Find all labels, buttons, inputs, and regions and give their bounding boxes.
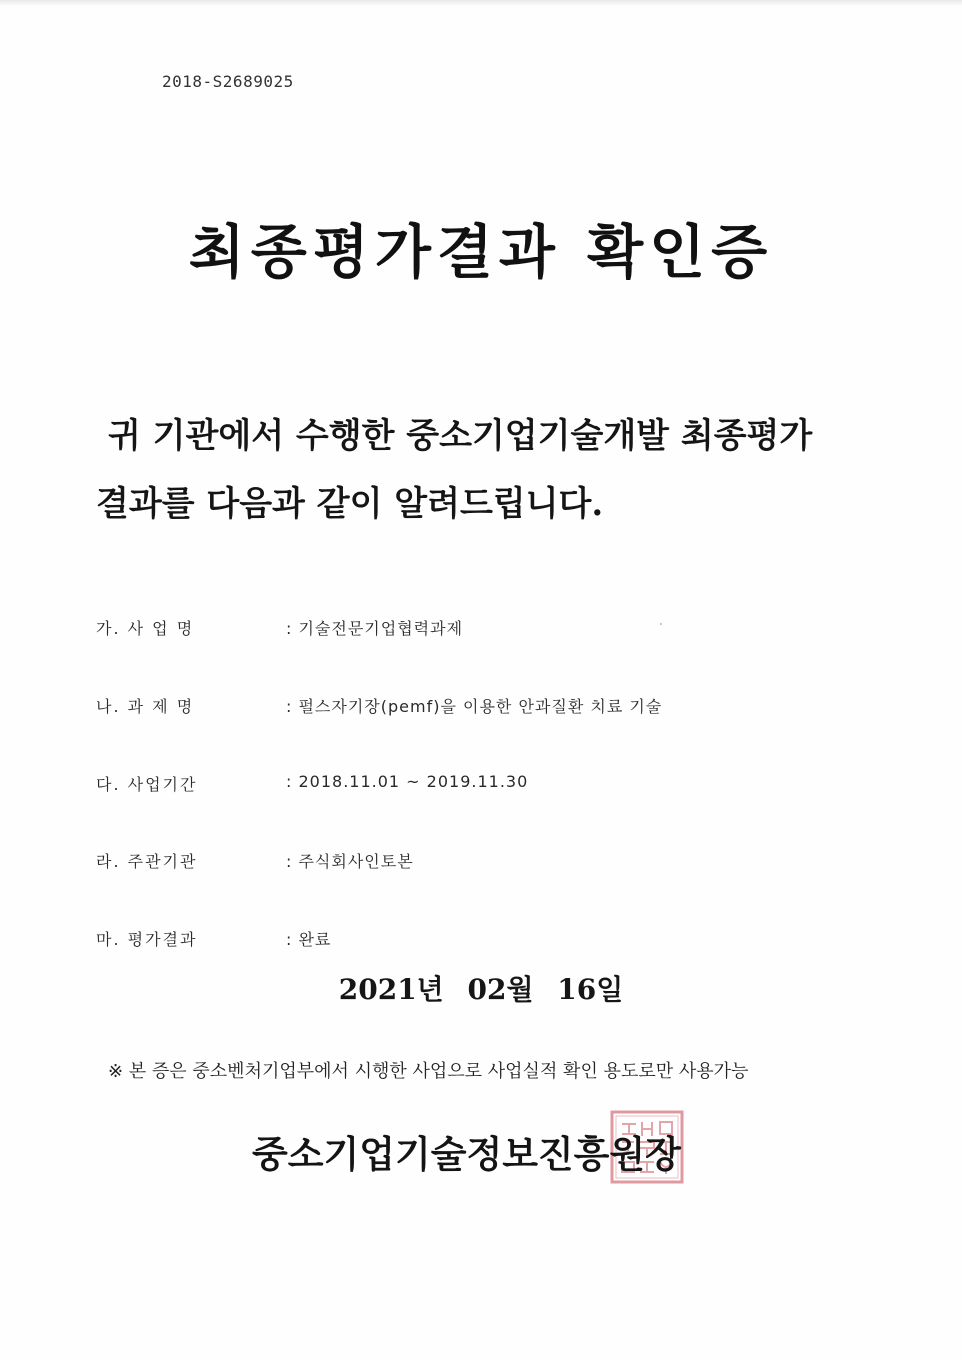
intro-paragraph (96, 402, 876, 538)
scan-edge (0, 0, 962, 6)
intro-line-2: 결과를 다음과 같이 알려드립니다. (96, 484, 604, 524)
field-label: 라. 주관기관 (96, 852, 198, 871)
field-label: 가. 사 업 명 (96, 619, 195, 638)
field-value: : 완료 (286, 930, 332, 949)
usage-notice: ※ 본 증은 중소벤처기업부에서 시행한 사업으로 사업실적 확인 용도로만 사용가능 (108, 1061, 749, 1082)
field-value: : 펄스자기장(pemf)을 이용한 안과질환 치료 기술 (286, 697, 663, 716)
issuer-name: 중소기업기술정보진흥원장 (252, 1132, 681, 1176)
field-value: : 주식회사인토본 (286, 852, 414, 871)
field-label: 나. 과 제 명 (96, 697, 195, 716)
field-label: 마. 평가결과 (96, 930, 198, 949)
document-number: 2018-S2689025 (162, 72, 294, 91)
intro-line-1: 귀 기관에서 수행한 중소기업기술개발 최종평가 (108, 416, 813, 456)
field-label: 다. 사업기간 (96, 775, 198, 794)
issue-date: 2021년 02월 16일 (338, 973, 624, 1006)
certificate-title: 최종평가결과 확인증 (188, 218, 774, 286)
field-value: : 기술전문기업협력과제 (286, 619, 464, 638)
scan-speck (660, 623, 662, 625)
field-value: : 2018.11.01 ~ 2019.11.30 (286, 772, 529, 791)
